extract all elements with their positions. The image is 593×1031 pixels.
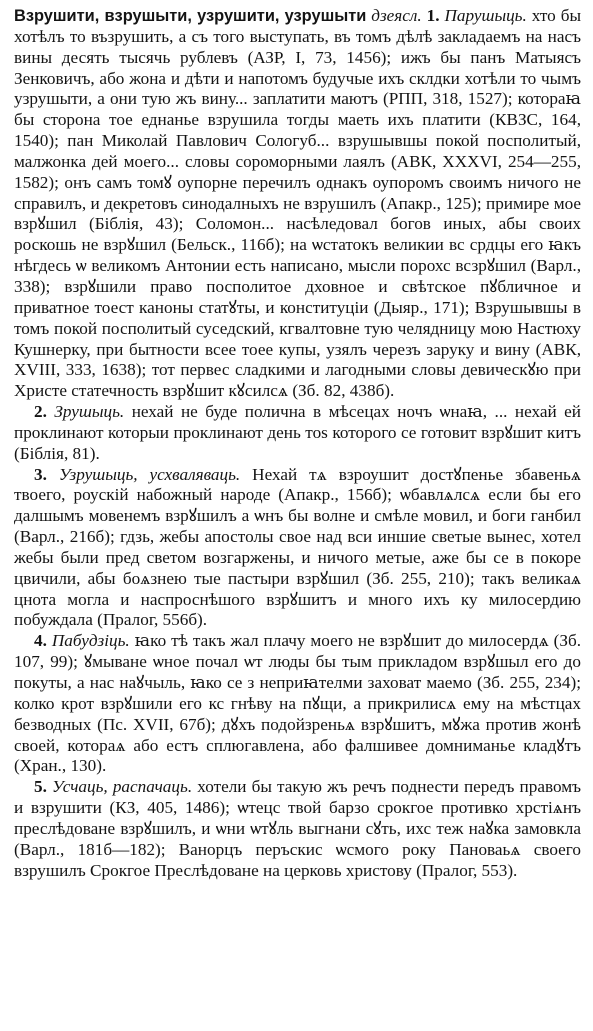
sense-number: 3.: [34, 464, 47, 484]
entry-headword: Взрушити, взрушыти, узрушити, узрушыти: [14, 7, 367, 25]
entry-sense-1: [14, 6, 581, 402]
entry-sense-3: [14, 465, 581, 632]
sense-number: 1.: [426, 6, 440, 25]
sense-gloss: Усчаць, распачаць.: [52, 777, 193, 797]
sense-text: хто бы хотѣлъ то възрушить, а съ того выступать, въ томъ дѣлѣ закладаемъ на насъ вины десять тысячь рублевъ (АЗР, I, 73, 1456); ижъ бы панъ Матыясъ Зенковичъ, або жона и дѣти и напотомъ будучые ихъ склдки хотѣли то чымъ узрушыти, а они тую жъ вину... заплатити маютъ (РПП, 318, 1527); котораꙗ бы сторона тое еднанье взрушила тогды маеть ихъ платити (КВЗС, 164, 1540); пан Миколай Павлович Сологуб... взрушывшы покой посполитый, малжонка дей моего... словы сороморными лаялъ (АВК, XXXVI, 254—255, 1582); онъ самъ томꙋ оупорне перечилъ однакъ оупоромъ своимъ ничого не справилъ, и декретовъ синодалныхъ не взрушилъ (Апакр., 125); примире мое взрꙋшил (Біблія, 43); Соломон... насѣледовал богов иных, абы своих роскошь не взрꙋшил (Бельск., 116б); на ѡстатокъ великии вс срдцы его ꙗкъ нѣгдесь ѡ великомъ Антонии есть написано, мысли порохс всзрꙋшил (Варл., 338); взрꙋшили право посполитое дховное и свѣтское пꙋбличное и приватное тоест каноны статꙋты, и конституціи (Дыяр., 171); Взрушывшы в томъ покой посполитый суседский, кгвалтовне тую челядницу мою Настюху Кушнерку, при бытности всее тоее купы, узялъ черезъ заруку и вину (АВК, XVIII, 333, 1638); тот первес сладкими и лагодными словы девическꙋю при Христе статечность взрꙋшит кꙋсилсѧ (Зб. 82, 438б).: [14, 6, 581, 401]
sense-number: 5.: [34, 777, 47, 797]
sense-text: Нехай тѧ взроушит достꙋпенье збавеньѧ твоего, роускій набожный народе (Апакр., 156б); ѡбавлѧлсѧ если бы его далшымъ мовенемъ взрꙋшилъ а ѡнъ бы волне и смѣле мовил, и боги ганбил (Варл., 216б); гдзь, жебы апостолы свое над вси иншие светые вынес, хотел жебы были пред светом возгаржены, и ничого метые, аже бы се в покоре цвичили, абы боѧзнею тые пастыри взрꙋшил (Зб. 255, 210); такъ великаѧ цнота могла и наспроснѣшого взрꙋшитъ и многo ихъ ку милосердию побуждала (Пралог, 556б).: [14, 464, 581, 630]
sense-number: 2.: [34, 402, 47, 422]
sense-gloss: Узрушыць, усхваляваць.: [58, 464, 241, 484]
entry-sense-4: [14, 631, 581, 777]
sense-number: 4.: [34, 631, 47, 651]
sense-gloss: Зрушыць.: [54, 402, 125, 422]
entry-sense-5: [14, 777, 581, 881]
sense-text: хотели бы такую жъ речъ поднести передъ правомъ и взрушити (КЗ, 405, 1486); ѡтецс твой барзо срокгое противко хрстіѧнъ преслѣдоване взрꙋшилъ, и ѡни ѡтꙋль выгнани сꙋть, ихс теж наꙋка замовкла (Варл., 181б—182); Ванорцъ перъскис ѡсмого року Пановаьѧ своего взрушилъ Срокгое Преслѣдоване на церковь христову (Пралог, 553).: [14, 777, 582, 880]
entry-pos: дзеясл.: [371, 6, 422, 25]
sense-text: ꙗко тѣ такъ жал плачу моего не взрꙋшит до милосердѧ (Зб. 107, 99); ꙋмыване ѡное почал ѡт люды бы тым прикладом взрꙋшыл его до покуты, а нас наꙋчыль, ꙗко се з неприꙗтелми заховат маемо (Зб. 255, 234); колко крот взрꙋшили его кс гнѣву на пꙋщи, а прикрилисѧ ему на мѣстцах безводных (Пс. XVII, 67б); дꙋхъ подойзреньѧ взрꙋшитъ, мꙋжа против жонѣ своей, котораѧ або естъ сплюгавлена, або фалшивее домниманье кладꙋтъ (Хран., 130).: [14, 631, 582, 776]
sense-gloss: Парушыць.: [444, 6, 527, 25]
sense-gloss: Пабудзіць.: [51, 631, 130, 651]
entry-sense-2: [14, 402, 581, 465]
sense-text: нехай не буде полична в мѣсецах ночъ ѡнаꙗ, ... нехай ей проклинают которыи проклинают день тоѕ которого се готовит взрꙋшит китъ (Біблія, 81).: [14, 402, 581, 463]
